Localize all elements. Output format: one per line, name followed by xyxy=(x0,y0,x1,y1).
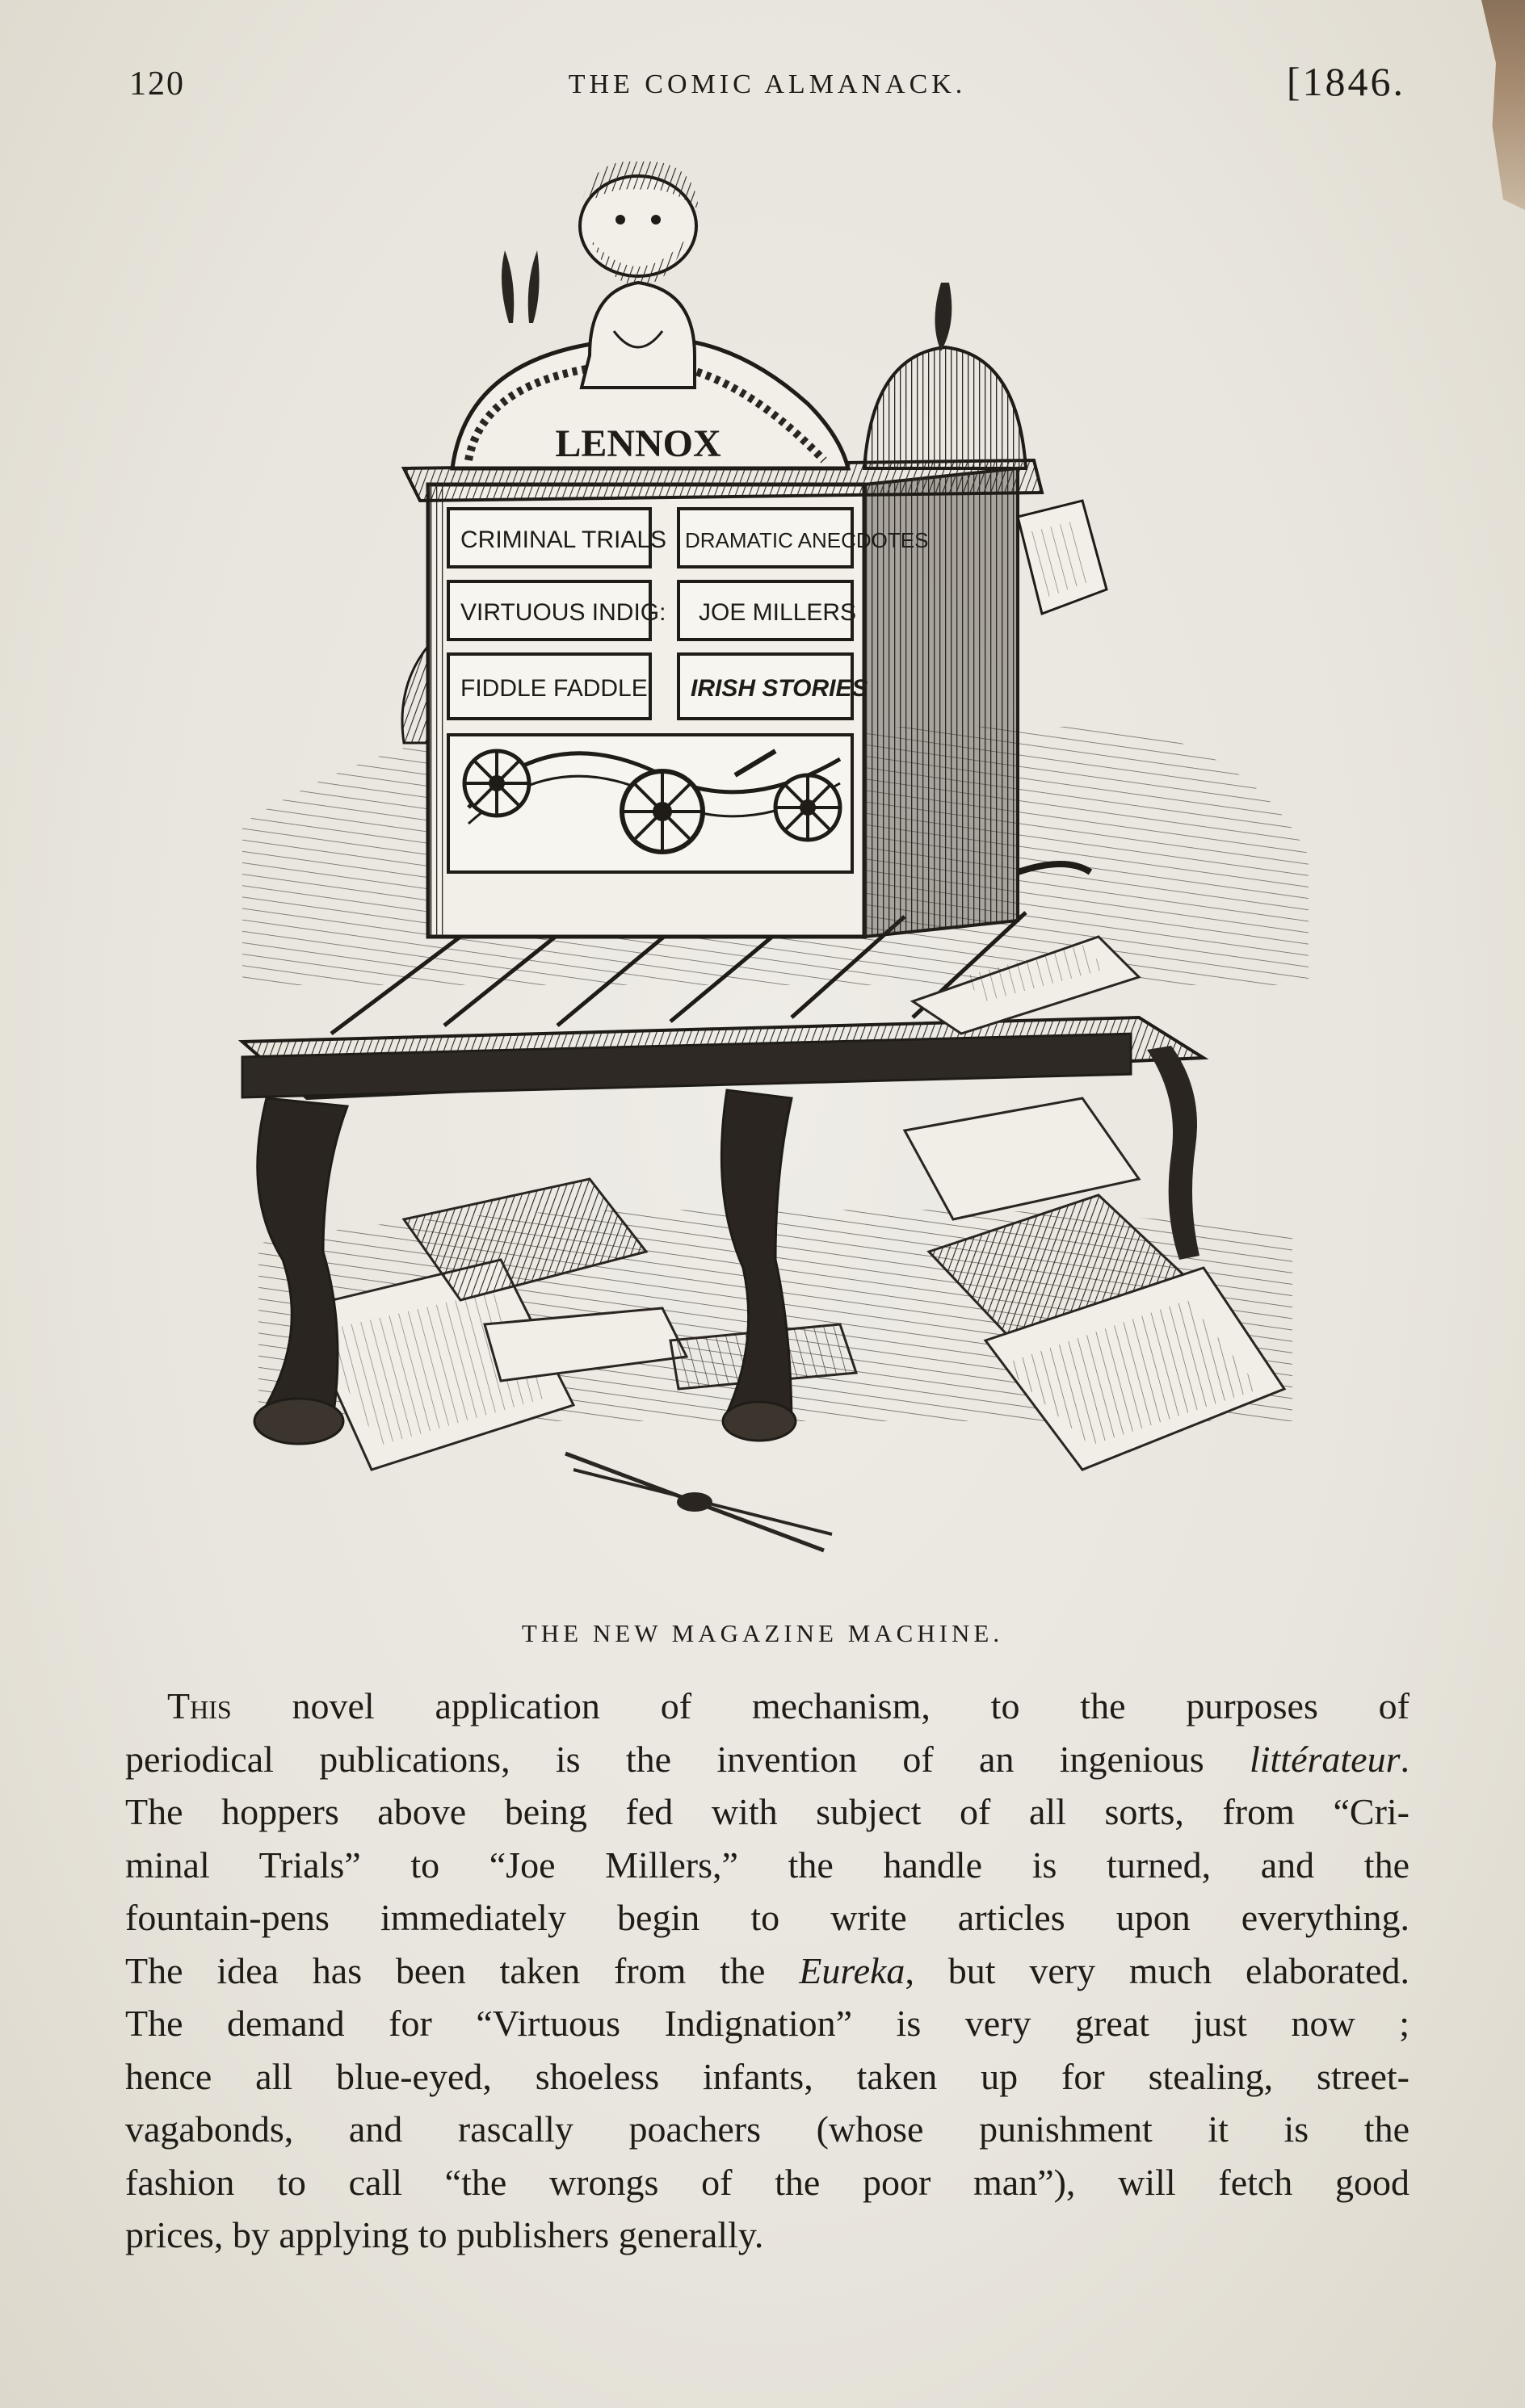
text-line: prices, by applying to publishers generally. xyxy=(125,2214,764,2255)
text-line: The hoppers above being fed with subject of all sorts, from “Cri- xyxy=(125,1791,1409,1832)
line-text: The idea has been taken from the xyxy=(125,1949,800,1991)
italic-word: Eureka xyxy=(799,1949,905,1991)
year-marker: [1846. xyxy=(1286,59,1405,104)
line-text: . xyxy=(1400,1738,1409,1780)
body-paragraph xyxy=(125,1680,1409,2262)
text-line xyxy=(125,1944,1409,1998)
bust-plaque-label: LENNOX xyxy=(555,422,721,465)
text-line xyxy=(125,1733,1409,1786)
drawer-label-6: IRISH STORIES xyxy=(691,675,868,702)
text-line: hence all blue-eyed, shoeless infants, taken up for stealing, street- xyxy=(125,2055,1409,2097)
engraving-illustration xyxy=(210,162,1341,1583)
torn-corner-edge xyxy=(1452,0,1525,210)
drawer-label-4: JOE MILLERS xyxy=(699,599,857,626)
running-title: THE COMIC ALMANACK. xyxy=(568,69,967,99)
italic-word: littérateur xyxy=(1249,1738,1401,1780)
line-text: periodical publications, is the invention of an ingenious xyxy=(125,1738,1250,1780)
text-line: minal Trials” to “Joe Millers,” the handle is turned, and the xyxy=(125,1844,1409,1886)
text-line xyxy=(125,1680,1409,1733)
text-line: The demand for “Virtuous Indignation” is very great just now ; xyxy=(125,2003,1409,2044)
drop-word: This xyxy=(167,1685,232,1726)
text-line: fountain-pens immediately begin to write articles upon everything. xyxy=(125,1897,1409,1938)
page-header xyxy=(129,58,1405,115)
machine-bust-icon xyxy=(580,162,699,388)
line-text: novel application of mechanism, to the purposes of xyxy=(231,1685,1409,1726)
page-number: 120 xyxy=(129,65,185,103)
text-line: vagabonds, and rascally poachers (whose punishment it is the xyxy=(125,2108,1409,2150)
gear-wheel-icon xyxy=(448,735,852,872)
drawer-label-2: DRAMATIC ANECDOTES xyxy=(685,528,929,552)
drawer-label-3: VIRTUOUS INDIG: xyxy=(460,599,666,626)
figure-caption: THE NEW MAGAZINE MACHINE. xyxy=(521,1619,1004,1647)
line-text: , but very much elaborated. xyxy=(905,1949,1409,1991)
drawer-label-5: FIDDLE FADDLE xyxy=(460,675,648,702)
drawer-label-1: CRIMINAL TRIALS xyxy=(460,526,667,553)
text-line: fashion to call “the wrongs of the poor man”), will fetch good xyxy=(125,2161,1409,2203)
